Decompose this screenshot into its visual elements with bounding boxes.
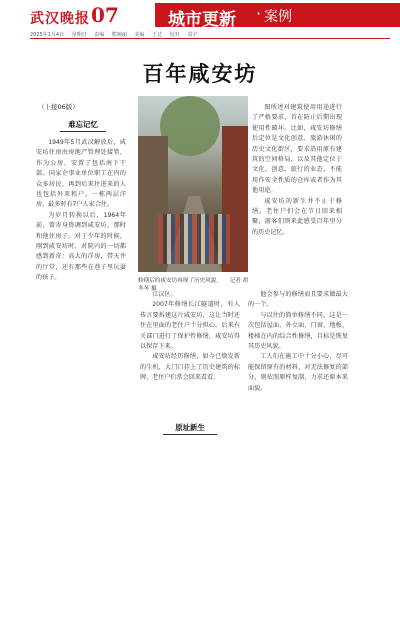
section-separator: · — [256, 4, 262, 23]
section-title: 城市更新 — [168, 10, 236, 30]
designer-label: 美编 — [134, 32, 145, 38]
subhead-memories: 难忘记忆 — [60, 119, 106, 132]
paragraph: 与以往的简单修缮不同，这是一次包括屋面、外立面、门窗、地板、楼梯在内的综合性修缮，目标是恢复其历史风貌。 — [248, 311, 348, 351]
photo-crowd — [158, 214, 230, 264]
paragraph: 1949年5月武汉解放后，咸安坊住房由房地产管理处接管，作为公房，安置了包括南下干部、国家企事业单位职工在内的众多居民，再到后来往进来的人也包括外来租户。一栋两层洋房，最多时有7户人家合住。 — [36, 139, 126, 209]
paragraph: 他会参与的修缮而且要求做最大的一个。 — [248, 291, 348, 309]
paragraph: 工人们在施工中十分小心，尽可能保留原有的材料，对无法修复的部分，则依照原样复制，力求还原本来面貌。 — [248, 353, 348, 392]
paragraph: 2007年修缮长江隧道时，有人传言要拆建这片咸安坊，这让当时还住在里面的老住户十分担心。后来有关部门进行了保护性修缮，咸安坊得以保存下来。 — [140, 301, 240, 351]
article-column-1 — [36, 138, 126, 588]
editor-label: 责编 — [94, 32, 105, 38]
paper-name: 武汉晚报 — [30, 11, 90, 27]
continuation-note: （上接06版） — [38, 103, 79, 111]
issue-weekday: 星期日 — [71, 32, 87, 38]
proofreader-name: 周宇 — [187, 32, 198, 38]
designer-name: 王达 — [152, 32, 163, 38]
article-title: 百年咸安坊 — [142, 62, 258, 86]
proofreader-label: 校对 — [169, 32, 180, 38]
article-column-4 — [252, 103, 342, 590]
paragraph: 图所述对建筑使用用途进行了严格要求，首在防止后期出现使用性破坏。比如，咸安坊修缮后定位是文化创意、旅游休闲的历史文化街区，要求沿用原有建筑的空间格局，以及其他定位于文化、创意、旅行的业态，不能用作安全性质的仓库或者作为其他用途。 — [252, 104, 342, 195]
paragraph: 咸安坊的新生并不止于修缮。老住户们会在节日回来相聚，游客们则来此感受百年里分的历史记忆。 — [252, 197, 342, 236]
subhead-new-life: 原址新生 — [163, 422, 217, 435]
caption-text: 修缮后的咸安坊再现了历史风貌。 — [138, 278, 222, 284]
issue-date: 2025年1月4日 — [30, 32, 65, 38]
paragraph: 咸安坊经历修缮，如今已焕发新的生机，大门口挂上了历史建筑的标牌，老住户们常会回来看看。 — [140, 353, 240, 382]
paragraph: 为岁月转换以后，1964年前、曾寄身资调到咸安坊，那时和他住房子。对于少年的时候，刚到咸安坊时，对院内的一切都感到新奇：高大的洋房，带天井的厅堂，还有那些在巷子里玩耍的孩子。 — [36, 211, 126, 282]
header-rule — [30, 38, 390, 39]
photo-tree — [160, 96, 220, 156]
article-column-2 — [140, 290, 240, 590]
paragraph: 江汉区。 — [152, 291, 177, 298]
page-number: 07 — [91, 3, 119, 27]
photo-credit: 记者 胡冬冬 摄 — [138, 278, 249, 292]
editor-name: 熊婉丽 — [111, 32, 127, 38]
masthead — [0, 0, 400, 40]
article-photo — [138, 96, 248, 272]
issue-meta — [30, 31, 390, 38]
section-subtitle: 案例 — [264, 9, 292, 25]
